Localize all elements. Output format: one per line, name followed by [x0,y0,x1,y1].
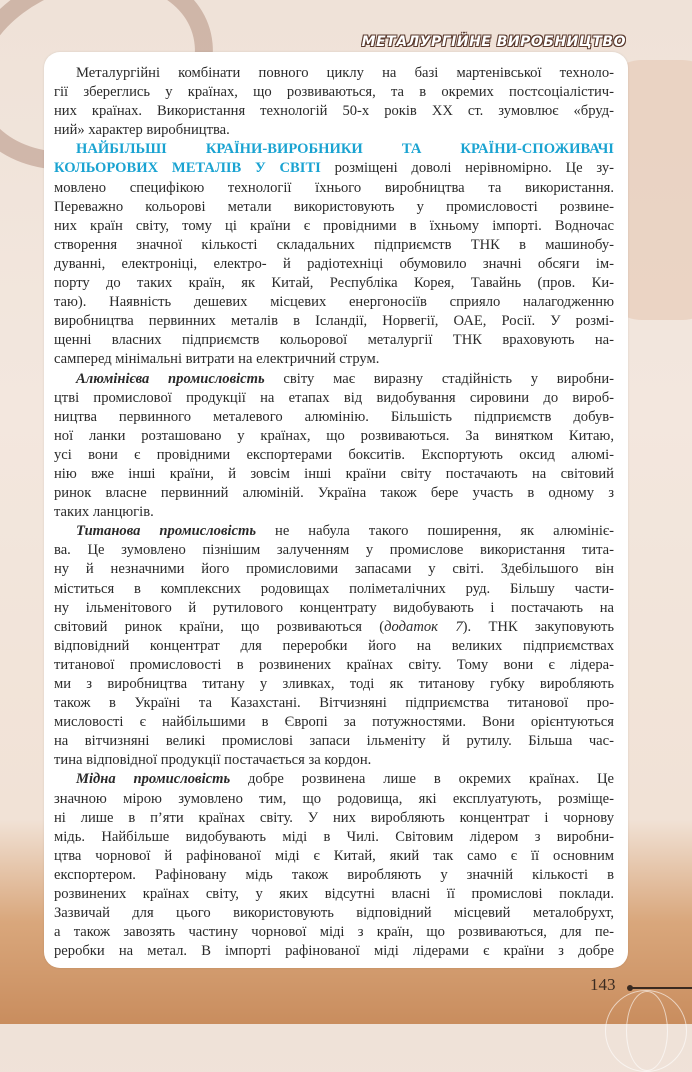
text-line [54,159,614,178]
body-text [54,64,614,961]
reference: додаток 7 [384,618,463,635]
text-run: експортером. Рафіновану мідь також виробляють у значній кількості в [54,866,614,883]
globe-icon [605,990,687,1072]
text-line [54,446,614,465]
text-run: ринок власне первинний алюміній. Україна також бере участь в одному з [54,485,614,502]
text-run: світу має виразну стадійність у виробни- [264,370,614,387]
text-run: ний» характер виробництва. [54,122,230,139]
text-line [54,465,614,484]
text-line [54,293,614,312]
text-run: на вітчизняні великі промислові запаси ільменіту й рутилу. Більша час- [54,733,614,750]
text-line [54,83,614,102]
text-run: Металургійні комбінати повного циклу на базі мартенівської техноло- [76,65,614,81]
text-run: мідь. Найбільше видобувають міді в Чилі. Світовим лідером з виробни- [54,828,614,845]
text-line [54,121,614,140]
text-run: таких ланцюгів. [54,504,154,521]
text-line [54,618,614,637]
text-line [54,790,614,809]
text-line [54,904,614,923]
text-line [54,828,614,847]
text-line [54,408,614,427]
text-run: також в Україні та Казахстані. Вітчизняні підприємства титанової про- [54,695,614,712]
text-run: розміщені доволі нерівномірно. Це зу- [320,160,614,177]
page-number-line [632,987,692,989]
text-run: ва. Це зумовлено пізнішим залученням у промислове використання тита- [54,542,614,559]
text-line [54,236,614,255]
paragraph [54,64,614,140]
text-run: ництва первинного металевого алюмінію. Більшість підприємств добув- [54,408,614,425]
text-run: Переважно кольорові метали використовують у промисловості розвине- [54,198,614,215]
text-line [54,847,614,866]
text-line [54,140,614,159]
text-run: виробництва первинних металів в Ісландії, Норвегії, ОАЕ, Росії. У розмі- [54,313,614,330]
text-run: відповідний концентрат для переробки його на великих підприємствах [54,637,614,654]
text-run: гії збереглись у країнах, що розвиваються, та в окремих постсоціалістич- [54,84,614,101]
text-line [54,522,614,541]
chapter-header: МЕТАЛУРГІЙНЕ ВИРОБНИЦТВО [361,34,626,50]
text-line [54,350,614,369]
text-run: світовий ринок країни, що розвиваються ( [54,618,385,635]
text-run: цтва чорнової й рафінованої міді є Китай, який так само є її основним [54,847,614,864]
text-line [54,331,614,350]
text-run: міститься в комплексних родовищах поліметалічних руд. Більшу части- [54,580,614,597]
text-line [54,713,614,732]
text-run: розвинених країнах світу, у яких відсутні власні її промислові поклади. [54,886,614,903]
text-line [54,885,614,904]
text-run: нію вже інші країни, й зовсім інші країни світу постачають на світовий [54,465,614,482]
text-run: самперед мінімальні витрати на електричний струм. [54,351,380,368]
text-line [54,503,614,522]
text-run: ну ільменітового й рутилового концентрату видобувають і постачають на [54,599,614,616]
page-number: 143 [590,975,616,994]
text-line [54,656,614,675]
text-line [54,751,614,770]
text-run: добре розвинена лише в окремих країнах. Це [230,771,614,788]
text-run: створення значної кількості складальних підприємств ТНК в машинобу- [54,236,614,253]
text-run: ної ланки розташовано у країнах, що розвиваються. За винятком Китаю, [54,427,614,444]
text-line [54,198,614,217]
text-run: таю). Наявність дешевих місцевих енергоносіїв сприяло налагодженню [54,294,614,311]
text-line [54,694,614,713]
text-line [54,637,614,656]
text-line [54,942,614,961]
text-run: дуванні, електроніці, електро- й радіотехніці обумовило значні обсяги ім- [54,255,614,272]
text-line [54,732,614,751]
text-line [54,217,614,236]
text-run: щенні власних підприємств кольорової металургії ТНК враховують на- [54,332,614,349]
text-line [54,179,614,198]
term: Алюмінієва промисловість [76,370,265,387]
text-line [54,770,614,789]
text-run: тина відповідної продукції постачається за кордон. [54,752,372,769]
text-run: цтві промислової продукції на етапах від видобування сировини до вироб- [54,389,614,406]
text-line [54,923,614,942]
text-line [54,427,614,446]
paragraph [54,770,614,961]
text-run: титанової промисловості в розвинених країнах світу. Тому вони є лідера- [54,656,614,673]
paragraph [54,522,614,770]
text-line [54,389,614,408]
text-line [54,64,614,83]
text-run: ну й незначними його промисловими запасами у світі. Здебільшого він [54,561,614,578]
text-run: усі вони є провідними експортерами бокситів. Експортують оксид алюмі- [54,446,614,463]
term: Титанова промисловість [76,523,257,540]
text-run: не набула такого поширення, як алюмініє- [256,523,615,540]
section-heading: КОЛЬОРОВИХ МЕТАЛІВ У СВІТІ [54,160,321,177]
text-line [54,484,614,503]
text-line [54,560,614,579]
text-line [54,102,614,121]
text-line [54,866,614,885]
text-run: них країнах. Використання технологій 50-х років XX ст. зумовлює «бруд- [54,103,614,120]
text-run: реробки на метал. В імпорті рафінованої міді лідерами є країни з добре [54,943,614,960]
text-run: ні лише в п’яти країнах світу. У них виробляють концентрат і чорнову [54,809,614,826]
text-line [54,541,614,560]
text-line [54,599,614,618]
text-line [54,274,614,293]
term: Мідна промисловість [76,771,231,788]
paragraph [54,370,614,523]
text-line [54,809,614,828]
text-line [54,255,614,274]
text-line [54,312,614,331]
text-run: них країн світу, тому ці країни є провідними в їхньому імпорті. Водночас [54,217,614,234]
text-line [54,675,614,694]
section-heading: НАЙБІЛЬШІ КРАЇНИ-ВИРОБНИКИ ТА КРАЇНИ-СПОЖИВАЧІ [76,141,614,158]
text-run: порту до таких країн, як Китай, Республіка Корея, Тавайнь (пров. Ки- [54,275,614,292]
text-run: Зазвичай для цього використовують відповідний місцевий металобрухт, [54,905,614,922]
text-run: а також завозять частину чорнової міді з країн, що розвиваються, для пе- [54,924,614,941]
text-run: ми з виробництва титану у зливках, тоді як титанову губку виробляють [54,676,614,692]
text-line [54,370,614,389]
text-run: ). ТНК закуповують [462,618,614,635]
text-run: мисловості є найбільшими в Європі за потужностями. Вони орієнтуються [54,714,614,731]
text-line [54,580,614,599]
text-run: значною мірою зумовлено тим, що родовища, які експлуатують, розміще- [54,790,614,807]
paragraph [54,140,614,369]
text-run: мовлено специфікою технології їхнього виробництва та використання. [54,179,614,196]
